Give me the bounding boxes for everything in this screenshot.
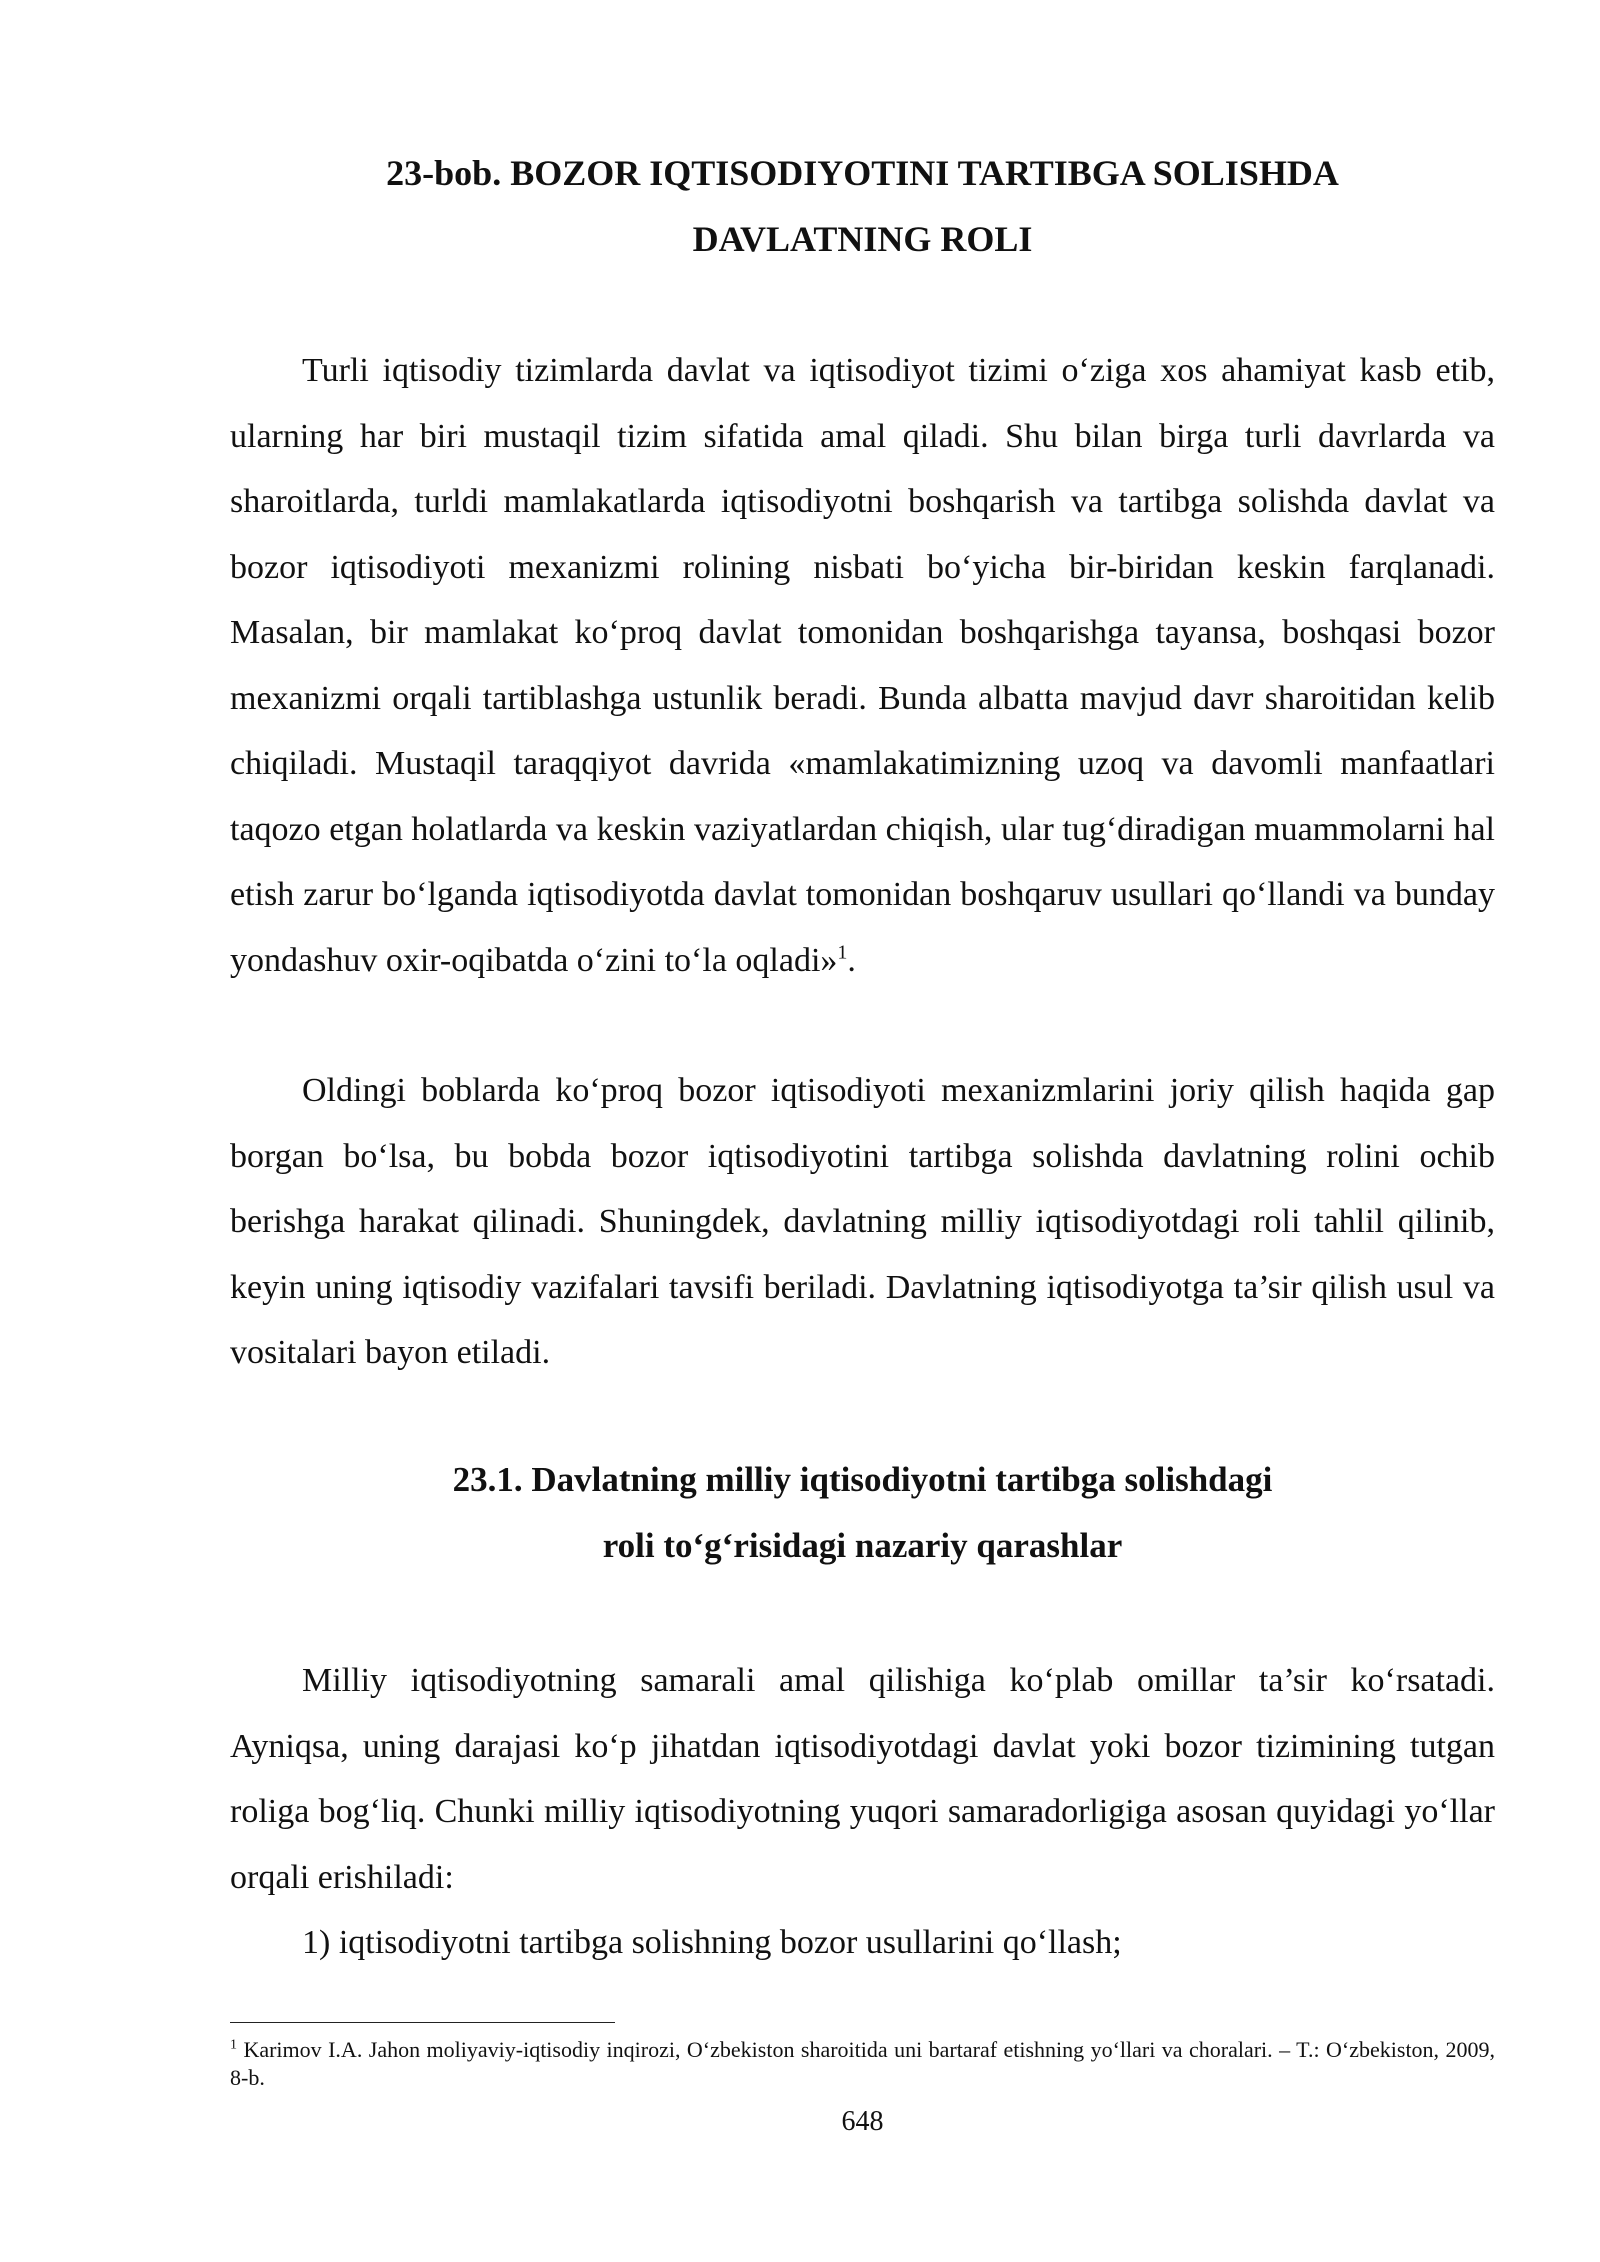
intro-paragraph-1-text	[230, 338, 1495, 993]
document-page	[230, 0, 1495, 2262]
chapter-title-line1: 23-bob. BOZOR IQTISODIYOTINI TARTIBGA SOLISHDA	[386, 153, 1339, 193]
list-item: 1) iqtisodiyotni tartibga solishning bozor usullarini qo‘llash;	[302, 1924, 1122, 1961]
section-title-line2: roli to‘g‘risidagi nazariy qarashlar	[602, 1526, 1123, 1565]
intro-paragraph-2	[230, 1058, 1495, 1386]
section-paragraph-1	[230, 1648, 1495, 1910]
chapter-title-line2: DAVLATNING ROLI	[692, 219, 1033, 259]
section-title	[230, 1447, 1495, 1579]
footnote-reference: 1	[837, 941, 848, 964]
footnote-divider	[230, 2022, 615, 2023]
section-paragraph-1-text: Milliy iqtisodiyotning samarali amal qilishiga ko‘plab omillar ta’sir ko‘rsatadi. Ayniqsa, uning darajasi ko‘p jihatdan iqtisodiyotdagi davlat yoki bozor tizimining tutgan roliga bog‘liq. Chunki milliy iqtisodiyotning yuqori samaradorligiga asosan quyidagi yo‘llar orqali erishiladi:	[230, 1662, 1495, 1896]
footnote-text: Karimov I.A. Jahon moliyaviy-iqtisodiy inqirozi, O‘zbekiston sharoitida uni bartaraf etishning yo‘llari va choralari. – T.: O‘zbekiston, 2009, 8-b.	[230, 2037, 1496, 2090]
intro-paragraph-1-end: .	[847, 941, 856, 979]
section-title-line1: 23.1. Davlatning milliy iqtisodiyotni tartibga solishdagi	[452, 1460, 1273, 1499]
intro-paragraph-1-body: Turli iqtisodiy tizimlarda davlat va iqtisodiyot tizimi o‘ziga xos ahamiyat kasb etib, ularning har biri mustaqil tizim sifatida amal qiladi. Shu bilan birga turli davrlarda va sharoitlarda, turldi mamlakatlarda iqtisodiyotni boshqarish va tartibga solishda davlat va bozor iqtisodiyoti mexanizmi rolining nisbati bo‘yicha bir-biridan keskin farqlanadi. Masalan, bir mamlakat ko‘proq davlat tomonidan boshqarishga tayansa, boshqasi bozor mexanizmi orqali tartiblashga ustunlik beradi. Bunda albatta mavjud davr sharoitidan kelib chiqiladi. Mustaqil taraqqiyot davrida «mamlakatimizning uzoq va davomli manfaatlari taqozo etgan holatlarda va keskin vaziyatlardan chiqish, ular tug‘diradigan muammolarni hal etish zarur bo‘lganda iqtisodiyotda davlat tomonidan boshqaruv usullari qo‘llandi va bunday yondashuv oxir-oqibatda o‘zini to‘la oqladi»	[230, 352, 1495, 979]
footnote-marker: 1	[230, 2037, 237, 2053]
footnote	[230, 2036, 1495, 2092]
intro-paragraph-1	[230, 338, 1495, 993]
page-number: 648	[841, 2106, 884, 2137]
chapter-title	[230, 140, 1495, 272]
intro-paragraph-2-text: Oldingi boblarda ko‘proq bozor iqtisodiyoti mexanizmlarini joriy qilish haqida gap borgan bo‘lsa, bu bobda bozor iqtisodiyotini tartibga solishda davlatning rolini ochib berishga harakat qilinadi. Shuningdek, davlatning milliy iqtisodiyotdagi roli tahlil qilinib, keyin uning iqtisodiy vazifalari tavsifi beriladi. Davlatning iqtisodiyotga ta’sir qilish usul va vositalari bayon etiladi.	[230, 1072, 1495, 1371]
